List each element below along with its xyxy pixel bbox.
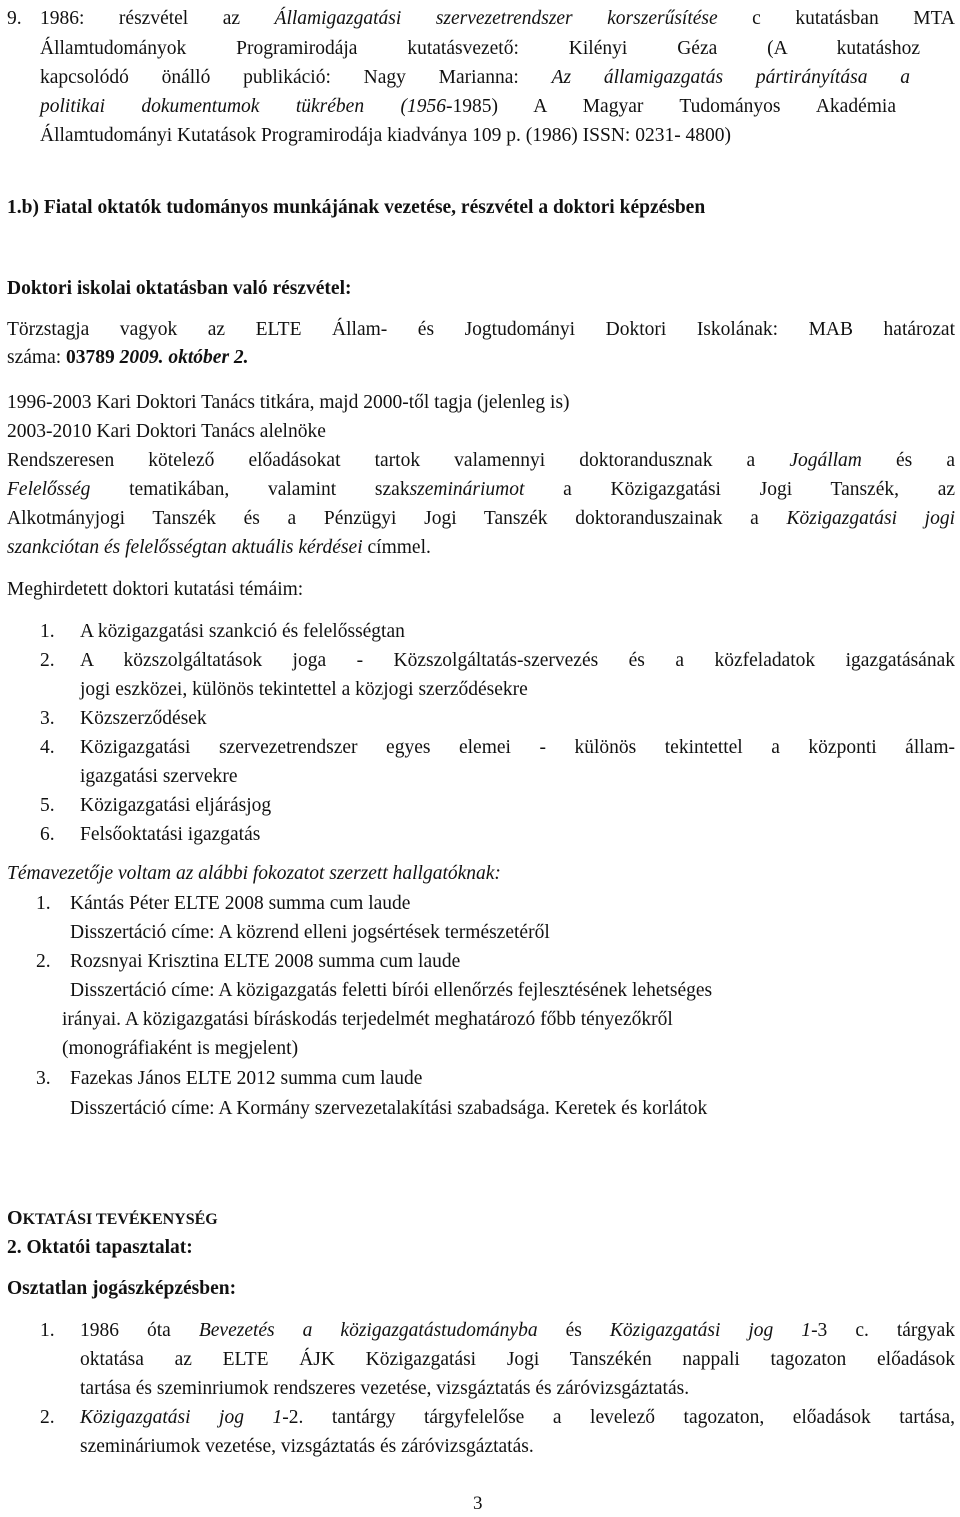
student-2-title-3: (monográfiaként is megjelent) <box>62 1038 299 1059</box>
topic-5-number: 5. <box>40 795 55 816</box>
topic-1-number: 1. <box>40 621 55 642</box>
topic-2-text-1: A közszolgáltatások joga - Közszolgáltatás-szervezés és a közfeladatok igazgatásának <box>80 650 955 671</box>
topic-6-number: 6. <box>40 824 55 845</box>
doctoral-heading: Doktori iskolai oktatásban való részvétel: <box>7 278 352 299</box>
student-2-title-1: Disszertáció címe: A közigazgatás feletti bírói ellenőrzés fejlesztésének lehetséges <box>70 980 713 1001</box>
secretary-line: 1996-2003 Kari Doktori Tanács titkára, majd 2000-től tagja (jelenleg is) <box>7 392 570 413</box>
supervision-heading: Témavezetője voltam az alábbi fokozatot szerzett hallgatóknak: <box>7 863 501 884</box>
item-9-line-4: politikai dokumentumok tükrében (1956-1985) A Magyar Tudományos Akadémia <box>40 96 896 117</box>
teaching-heading: OKTATÁSI TEVÉKENYSÉG <box>7 1207 218 1229</box>
topic-3-number: 3. <box>40 708 55 729</box>
item-9-line-1: 1986: részvétel az Államigazgatási szervezetrendszer korszerűsítése c kutatásban MTA <box>40 8 955 29</box>
topic-2-number: 2. <box>40 650 55 671</box>
undergrad-heading: Osztatlan jogászképzésben: <box>7 1278 237 1299</box>
topic-3-text: Közszerződések <box>80 708 207 729</box>
teaching-item-1-line-1: 1986 óta Bevezetés a közigazgatástudományba és Közigazgatási jog 1-3 c. tárgyak <box>80 1320 955 1341</box>
topic-4-text-2: igazgatási szervekre <box>80 766 238 787</box>
student-3-name: Fazekas János ELTE 2012 summa cum laude <box>70 1068 423 1089</box>
topic-1-text: A közigazgatási szankció és felelősségtan <box>80 621 405 642</box>
topics-heading: Meghirdetett doktori kutatási témáim: <box>7 579 304 600</box>
lectures-line-2: Felelősség tematikában, valamint szakszemináriumot a Közigazgatási Jogi Tanszék, az <box>7 479 956 500</box>
item-9-number: 9. <box>7 8 22 29</box>
teaching-item-1-line-2: oktatása az ELTE ÁJK Közigazgatási Jogi Tanszékén nappali tagozaton előadások <box>80 1349 955 1370</box>
teaching-item-2-line-2: szemináriumok vezetése, vizsgáztatás és záróvizsgáztatás. <box>80 1436 534 1457</box>
core-member-line-1: Törzstagja vagyok az ELTE Állam- és Jogtudományi Doktori Iskolának: MAB határozat <box>7 319 955 340</box>
page-number: 3 <box>473 1493 483 1514</box>
topic-5-text: Közigazgatási eljárásjog <box>80 795 272 816</box>
student-2-title-2: irányai. A közigazgatási bíráskodás terjedelmét meghatározó főbb tényezőkről <box>62 1009 673 1030</box>
topic-4-text-1: Közigazgatási szervezetrendszer egyes elemei - különös tekintettel a központi állam- <box>80 737 955 758</box>
student-3-title: Disszertáció címe: A Kormány szervezetalakítási szabadsága. Keretek és korlátok <box>70 1098 708 1119</box>
lectures-line-4: szankciótan és felelősségtan aktuális kérdései címmel. <box>7 537 431 558</box>
student-3-number: 3. <box>36 1068 51 1089</box>
student-1-title: Disszertáció címe: A közrend elleni jogsértések természetéről <box>70 922 550 943</box>
teaching-subheading: 2. Oktatói tapasztalat: <box>7 1237 193 1258</box>
topic-4-number: 4. <box>40 737 55 758</box>
teaching-item-2-line-1: Közigazgatási jog 1-2. tantárgy tárgyfelelőse a levelező tagozaton, előadások tartása, <box>80 1407 955 1428</box>
teaching-item-1-number: 1. <box>40 1320 55 1341</box>
core-member-line-2: száma: 03789 2009. október 2. <box>7 347 249 368</box>
lectures-line-3: Alkotmányjogi Tanszék és a Pénzügyi Jogi Tanszék doktoranduszainak a Közigazgatási jogi <box>7 508 955 529</box>
student-1-name: Kántás Péter ELTE 2008 summa cum laude <box>70 893 411 914</box>
item-9-line-5: Államtudományi Kutatások Programirodája kiadványa 109 p. (1986) ISSN: 0231- 4800) <box>40 125 732 146</box>
topic-2-text-2: jogi eszközei, különös tekintettel a közjogi szerződésekre <box>80 679 528 700</box>
topic-6-text: Felsőoktatási igazgatás <box>80 824 261 845</box>
section-1b-title: 1.b) Fiatal oktatók tudományos munkájának vezetése, részvétel a doktori képzésben <box>7 197 706 218</box>
student-2-name: Rozsnyai Krisztina ELTE 2008 summa cum laude <box>70 951 461 972</box>
teaching-item-2-number: 2. <box>40 1407 55 1428</box>
lectures-line-1: Rendszeresen kötelező előadásokat tartok valamennyi doktorandusznak a Jogállam és a <box>7 450 955 471</box>
teaching-item-1-line-3: tartása és szeminriumok rendszeres vezetése, vizsgáztatás és záróvizsgáztatás. <box>80 1378 690 1399</box>
vice-chair-line: 2003-2010 Kari Doktori Tanács alelnöke <box>7 421 326 442</box>
item-9-line-3: kapcsolódó önálló publikáció: Nagy Marianna: Az államigazgatás pártirányítása a <box>40 67 910 88</box>
student-1-number: 1. <box>36 893 51 914</box>
student-2-number: 2. <box>36 951 51 972</box>
item-9-line-2: Államtudományok Programirodája kutatásvezető: Kilényi Géza (A kutatáshoz <box>40 38 920 59</box>
